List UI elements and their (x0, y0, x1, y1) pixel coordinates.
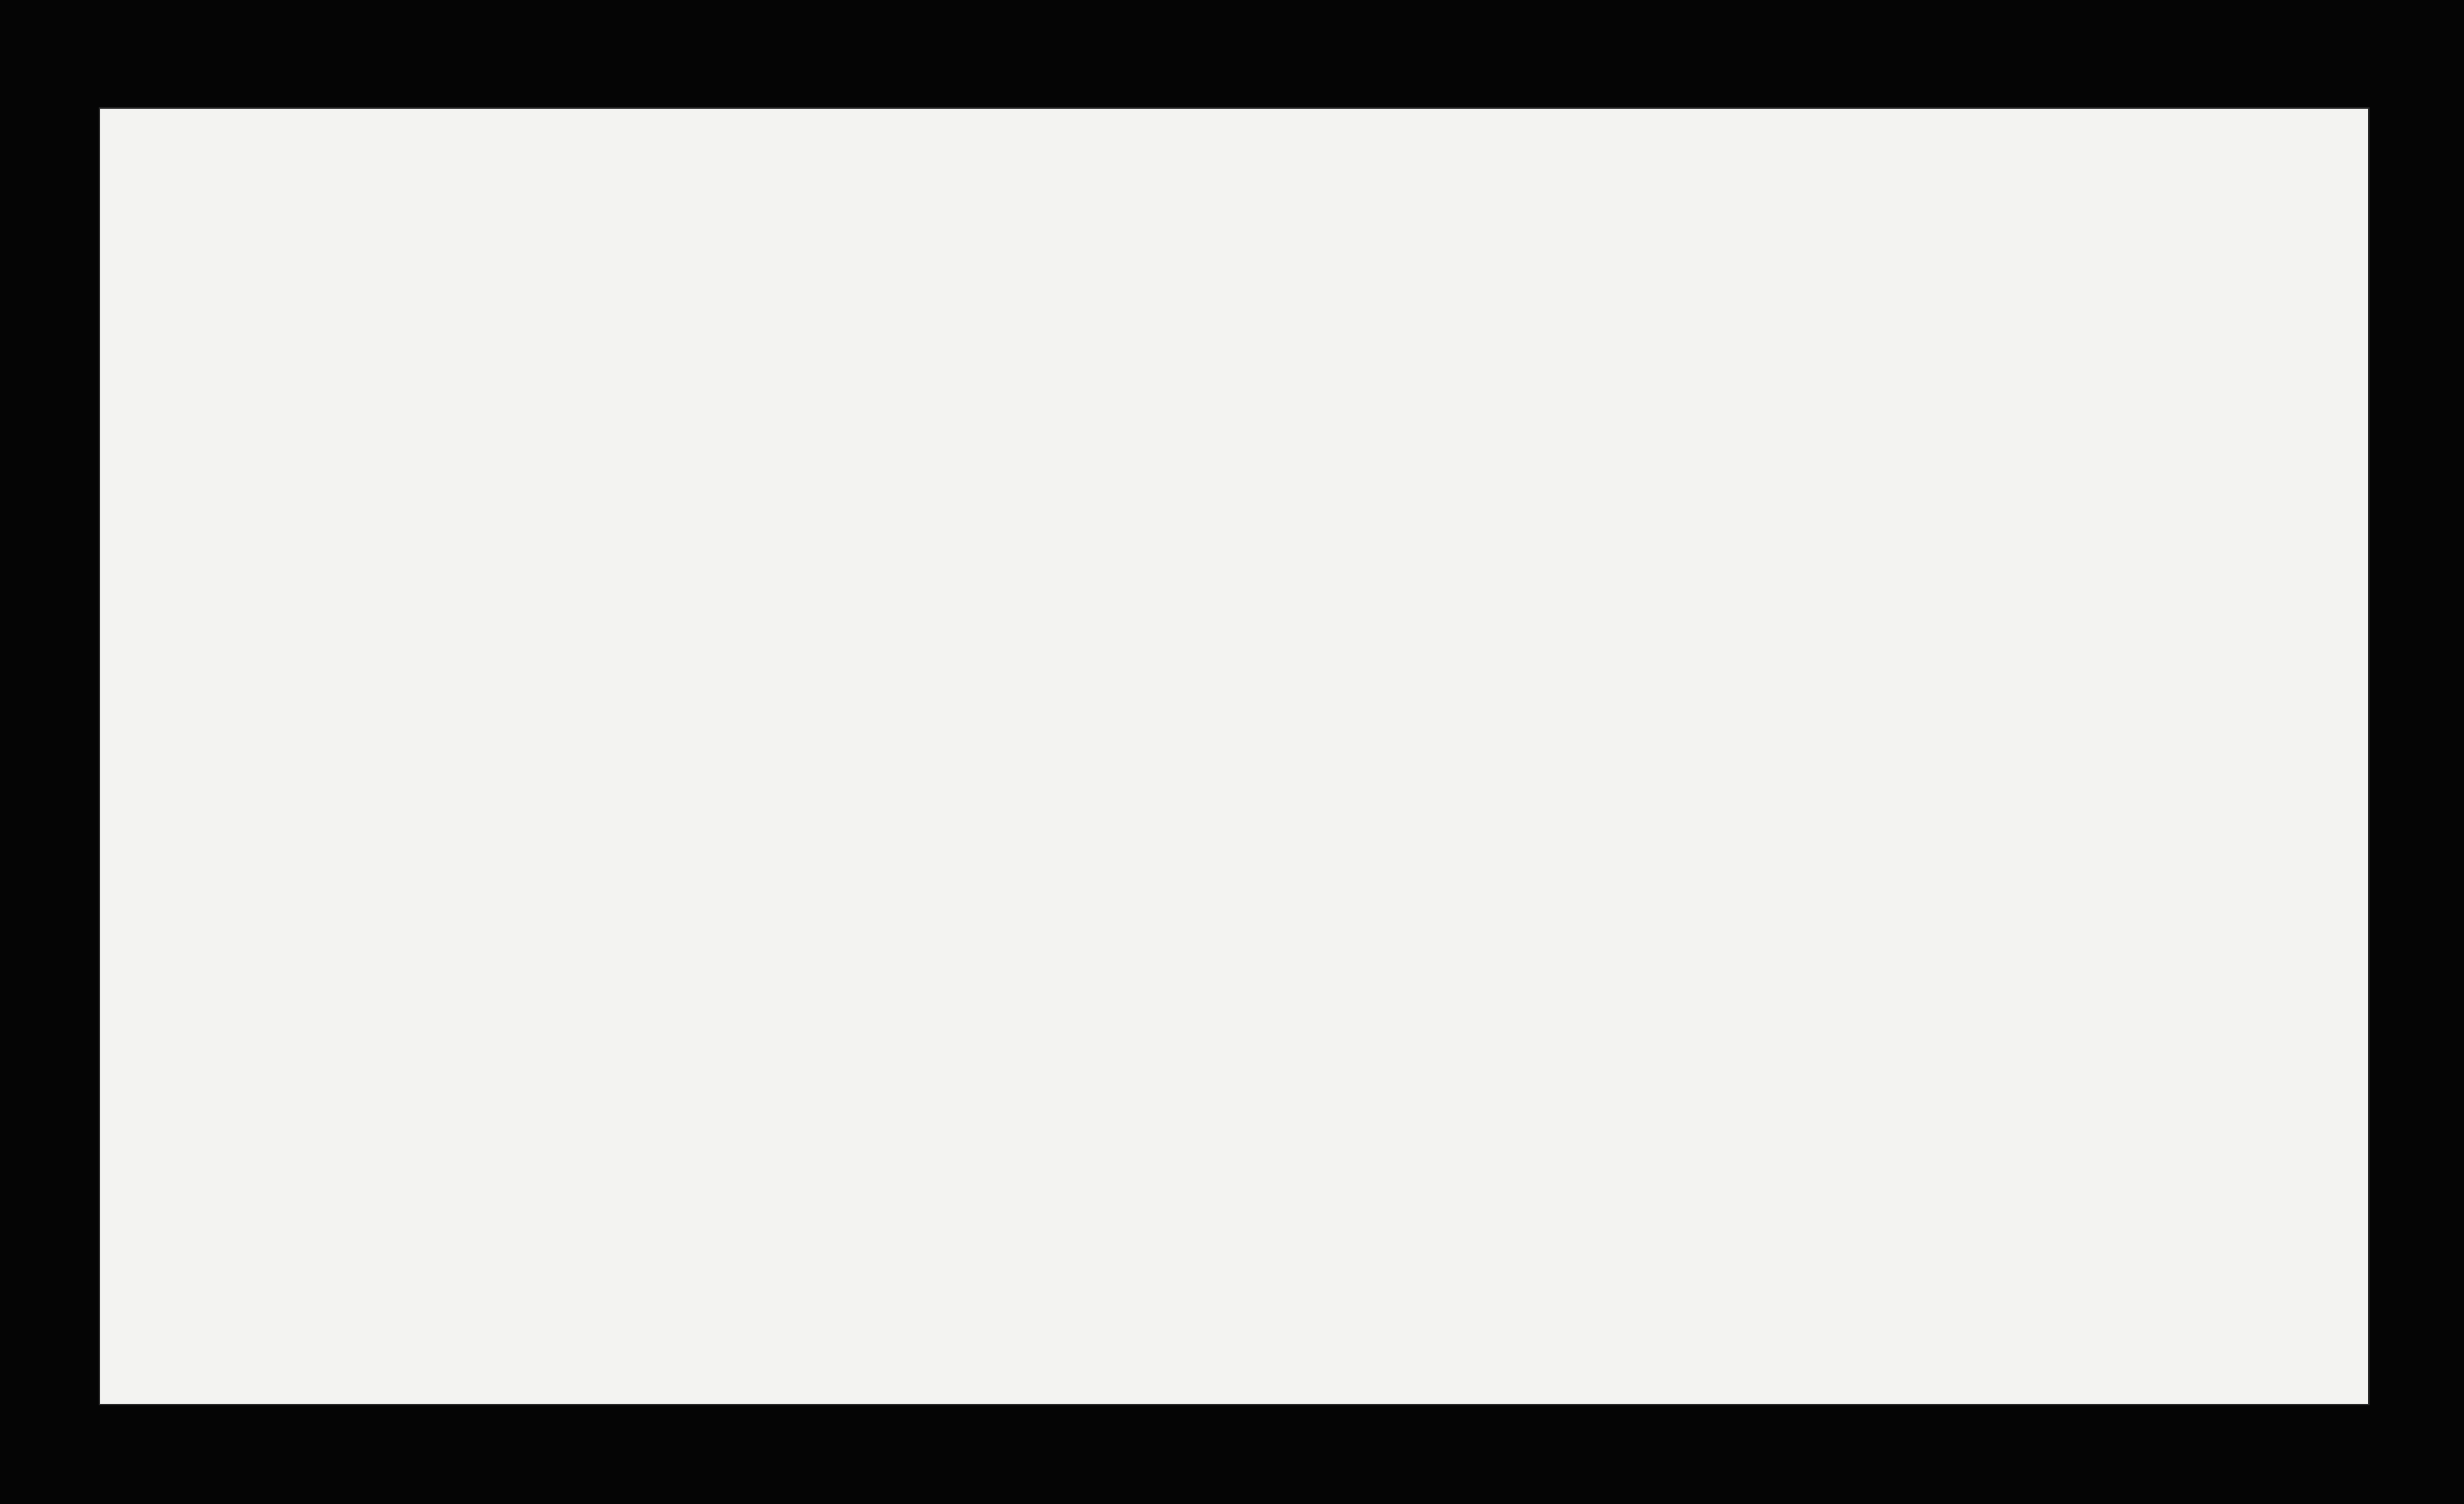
population-caption (1957, 438, 2007, 882)
census-card (99, 107, 2370, 1405)
pop-women (1937, 595, 1959, 717)
nadel-label (136, 1139, 179, 1254)
workers-caption (422, 395, 465, 753)
vne-label (140, 1257, 182, 1379)
pop-men (1937, 718, 1959, 840)
